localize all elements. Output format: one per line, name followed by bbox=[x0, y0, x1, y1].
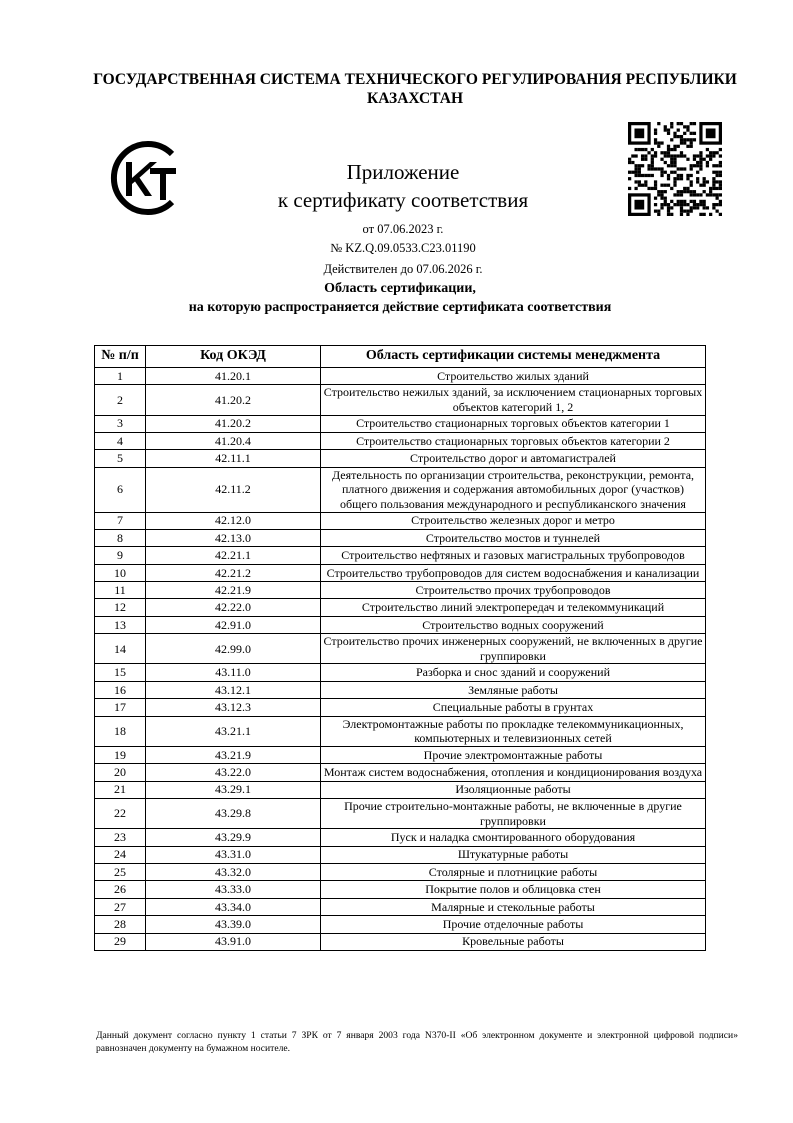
table-body bbox=[95, 368, 706, 951]
table-row bbox=[95, 512, 706, 529]
row-num: 16 bbox=[95, 681, 146, 698]
certificate-number: № KZ.Q.09.0533.C23.01190 bbox=[330, 241, 476, 255]
row-num: 2 bbox=[95, 385, 146, 415]
row-code: 43.21.9 bbox=[146, 746, 321, 763]
row-code: 43.34.0 bbox=[146, 898, 321, 915]
row-num: 26 bbox=[95, 881, 146, 898]
table-row bbox=[95, 916, 706, 933]
row-num: 11 bbox=[95, 582, 146, 599]
row-code: 43.12.1 bbox=[146, 681, 321, 698]
row-num: 20 bbox=[95, 764, 146, 781]
document-title bbox=[200, 158, 606, 214]
table-row bbox=[95, 764, 706, 781]
row-area: Строительство стационарных торговых объектов категории 1 bbox=[321, 415, 706, 432]
row-num: 25 bbox=[95, 863, 146, 880]
row-num: 27 bbox=[95, 898, 146, 915]
row-code: 43.29.8 bbox=[146, 798, 321, 828]
row-num: 22 bbox=[95, 798, 146, 828]
row-num: 3 bbox=[95, 415, 146, 432]
table-row bbox=[95, 664, 706, 681]
certificate-date: от 07.06.2023 г. bbox=[362, 222, 444, 236]
header-line-2: КАЗАХСТАН bbox=[366, 90, 464, 107]
table-row bbox=[95, 564, 706, 581]
certificate-validity: Действителен до 07.06.2026 г. bbox=[323, 262, 483, 276]
row-num: 14 bbox=[95, 634, 146, 664]
row-code: 43.33.0 bbox=[146, 881, 321, 898]
row-area: Пуск и наладка смонтированного оборудования bbox=[321, 829, 706, 846]
row-num: 18 bbox=[95, 716, 146, 746]
row-num: 4 bbox=[95, 432, 146, 449]
header-num: № п/п bbox=[95, 346, 146, 368]
table-row bbox=[95, 746, 706, 763]
row-num: 1 bbox=[95, 368, 146, 385]
row-code: 43.91.0 bbox=[146, 933, 321, 950]
header-code: Код ОКЭД bbox=[146, 346, 321, 368]
row-code: 43.22.0 bbox=[146, 764, 321, 781]
row-area: Строительство нежилых зданий, за исключением стационарных торговых объектов категорий 1, 2 bbox=[321, 385, 706, 415]
row-area: Электромонтажные работы по прокладке телекоммуникационных, компьютерных и телевизионных сетей bbox=[321, 716, 706, 746]
row-num: 19 bbox=[95, 746, 146, 763]
table-row bbox=[95, 881, 706, 898]
row-area: Прочие электромонтажные работы bbox=[321, 746, 706, 763]
table-row bbox=[95, 547, 706, 564]
row-num: 17 bbox=[95, 699, 146, 716]
row-area: Строительство мостов и туннелей bbox=[321, 529, 706, 546]
row-num: 15 bbox=[95, 664, 146, 681]
row-code: 43.32.0 bbox=[146, 863, 321, 880]
row-code: 42.91.0 bbox=[146, 616, 321, 633]
row-num: 12 bbox=[95, 599, 146, 616]
row-num: 29 bbox=[95, 933, 146, 950]
row-area: Покрытие полов и облицовка стен bbox=[321, 881, 706, 898]
row-area: Земляные работы bbox=[321, 681, 706, 698]
table-header-row bbox=[95, 346, 706, 368]
scope-line-1: Область сертификации, bbox=[324, 281, 476, 296]
table-row bbox=[95, 415, 706, 432]
row-area: Штукатурные работы bbox=[321, 846, 706, 863]
table-row bbox=[95, 699, 706, 716]
table-row bbox=[95, 450, 706, 467]
document-header bbox=[70, 70, 760, 108]
title-line-1: Приложение bbox=[346, 160, 460, 184]
table-row bbox=[95, 798, 706, 828]
row-area: Строительство прочих инженерных сооружений, не включенных в другие группировки bbox=[321, 634, 706, 664]
table-row bbox=[95, 933, 706, 950]
table-row bbox=[95, 385, 706, 415]
row-num: 23 bbox=[95, 829, 146, 846]
row-code: 42.13.0 bbox=[146, 529, 321, 546]
row-code: 43.31.0 bbox=[146, 846, 321, 863]
row-code: 41.20.2 bbox=[146, 385, 321, 415]
table-row bbox=[95, 898, 706, 915]
row-area: Строительство нефтяных и газовых магистральных трубопроводов bbox=[321, 547, 706, 564]
row-code: 42.11.1 bbox=[146, 450, 321, 467]
row-code: 43.29.9 bbox=[146, 829, 321, 846]
row-code: 43.21.1 bbox=[146, 716, 321, 746]
header-area: Область сертификации системы менеджмента bbox=[321, 346, 706, 368]
row-num: 9 bbox=[95, 547, 146, 564]
row-num: 6 bbox=[95, 467, 146, 512]
table-row bbox=[95, 529, 706, 546]
row-area: Малярные и стекольные работы bbox=[321, 898, 706, 915]
table-row bbox=[95, 781, 706, 798]
row-code: 42.21.9 bbox=[146, 582, 321, 599]
row-num: 7 bbox=[95, 512, 146, 529]
row-num: 5 bbox=[95, 450, 146, 467]
row-num: 8 bbox=[95, 529, 146, 546]
table-row bbox=[95, 681, 706, 698]
row-num: 28 bbox=[95, 916, 146, 933]
row-area: Строительство жилых зданий bbox=[321, 368, 706, 385]
title-line-2: к сертификату соответствия bbox=[277, 188, 529, 212]
row-code: 42.21.1 bbox=[146, 547, 321, 564]
row-area: Специальные работы в грунтах bbox=[321, 699, 706, 716]
row-area: Строительство водных сооружений bbox=[321, 616, 706, 633]
qr-code bbox=[628, 122, 722, 216]
scope-heading bbox=[80, 279, 720, 317]
row-num: 21 bbox=[95, 781, 146, 798]
row-num: 10 bbox=[95, 564, 146, 581]
row-code: 41.20.4 bbox=[146, 432, 321, 449]
row-code: 43.39.0 bbox=[146, 916, 321, 933]
certification-table bbox=[94, 345, 706, 951]
row-code: 41.20.1 bbox=[146, 368, 321, 385]
row-area: Строительство прочих трубопроводов bbox=[321, 582, 706, 599]
table-row bbox=[95, 863, 706, 880]
row-code: 43.11.0 bbox=[146, 664, 321, 681]
row-area: Разборка и снос зданий и сооружений bbox=[321, 664, 706, 681]
row-area: Прочие отделочные работы bbox=[321, 916, 706, 933]
scope-line-2: на которую распространяется действие сертификата соответствия bbox=[188, 300, 612, 315]
row-area: Изоляционные работы bbox=[321, 781, 706, 798]
row-code: 41.20.2 bbox=[146, 415, 321, 432]
row-area: Деятельность по организации строительства, реконструкции, ремонта, платного движения и содержания автомобильных дорог (участков) общего пользования международного и республиканского значения bbox=[321, 467, 706, 512]
row-area: Строительство линий электропередач и телекоммуникаций bbox=[321, 599, 706, 616]
row-area: Прочие строительно-монтажные работы, не включенные в другие группировки bbox=[321, 798, 706, 828]
row-code: 42.22.0 bbox=[146, 599, 321, 616]
row-area: Строительство железных дорог и метро bbox=[321, 512, 706, 529]
row-code: 42.12.0 bbox=[146, 512, 321, 529]
row-area: Строительство дорог и автомагистралей bbox=[321, 450, 706, 467]
table-row bbox=[95, 368, 706, 385]
row-area: Кровельные работы bbox=[321, 933, 706, 950]
row-code: 43.12.3 bbox=[146, 699, 321, 716]
table-row bbox=[95, 599, 706, 616]
row-code: 42.21.2 bbox=[146, 564, 321, 581]
table-row bbox=[95, 846, 706, 863]
row-num: 24 bbox=[95, 846, 146, 863]
table-row bbox=[95, 616, 706, 633]
row-code: 43.29.1 bbox=[146, 781, 321, 798]
table-row bbox=[95, 829, 706, 846]
row-area: Строительство стационарных торговых объектов категории 2 bbox=[321, 432, 706, 449]
table-row bbox=[95, 634, 706, 664]
row-area: Столярные и плотницкие работы bbox=[321, 863, 706, 880]
table-row bbox=[95, 582, 706, 599]
row-code: 42.99.0 bbox=[146, 634, 321, 664]
header-line-1: ГОСУДАРСТВЕННАЯ СИСТЕМА ТЕХНИЧЕСКОГО РЕГУЛИРОВАНИЯ РЕСПУБЛИКИ bbox=[93, 71, 737, 88]
row-area: Монтаж систем водоснабжения, отопления и кондиционирования воздуха bbox=[321, 764, 706, 781]
row-code: 42.11.2 bbox=[146, 467, 321, 512]
row-area: Строительство трубопроводов для систем водоснабжения и канализации bbox=[321, 564, 706, 581]
table-row bbox=[95, 432, 706, 449]
legal-footer: Данный документ согласно пункту 1 статьи 7 ЗРК от 7 января 2003 года N370-II «Об электронном документе и электронной цифровой подписи» равнозначен документу на бумажном носителе. bbox=[96, 1030, 738, 1054]
table-row bbox=[95, 467, 706, 512]
table-row bbox=[95, 716, 706, 746]
kt-logo bbox=[110, 140, 182, 216]
row-num: 13 bbox=[95, 616, 146, 633]
